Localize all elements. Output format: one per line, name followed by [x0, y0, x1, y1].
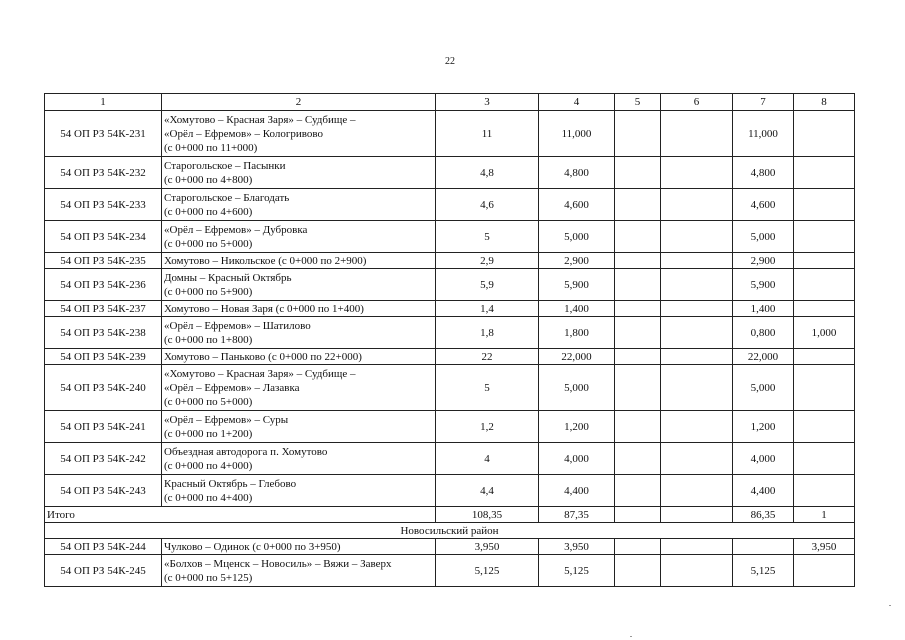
road-code-cell: 54 ОП РЗ 54К-236 [45, 269, 162, 301]
road-code-cell: 54 ОП РЗ 54К-245 [45, 555, 162, 587]
length-total-cell: 22 [436, 349, 539, 365]
table-row [45, 111, 855, 157]
length-cell: 5,900 [539, 269, 615, 301]
length-cell: 5,000 [539, 365, 615, 411]
road-code-cell: 54 ОП РЗ 54К-241 [45, 411, 162, 443]
column-8-cell [794, 157, 855, 189]
column-6-cell [661, 365, 733, 411]
length-total-cell: 5,9 [436, 269, 539, 301]
road-name-cell [162, 555, 436, 587]
length-total-cell: 11 [436, 111, 539, 157]
table-row [45, 301, 855, 317]
column-8-cell [794, 301, 855, 317]
total-column-7-cell: 86,35 [733, 507, 794, 523]
column-5-cell [615, 365, 661, 411]
column-header-row [45, 94, 855, 111]
page-number: 22 [445, 56, 455, 67]
length-cell: 1,800 [539, 317, 615, 349]
length-total-cell: 1,4 [436, 301, 539, 317]
column-5-cell [615, 539, 661, 555]
road-name-cell [162, 253, 436, 269]
column-6-cell [661, 253, 733, 269]
column-6-cell [661, 317, 733, 349]
table-body [45, 94, 855, 587]
column-7-cell: 5,900 [733, 269, 794, 301]
column-6-cell [661, 349, 733, 365]
total-row [45, 507, 855, 523]
column-header: 6 [661, 94, 733, 111]
road-code-cell: 54 ОП РЗ 54К-244 [45, 539, 162, 555]
column-5-cell [615, 317, 661, 349]
length-total-cell: 1,8 [436, 317, 539, 349]
length-cell: 2,900 [539, 253, 615, 269]
road-name-line: (с 0+000 по 4+000) [164, 459, 253, 472]
column-8-cell [794, 443, 855, 475]
column-7-cell: 1,400 [733, 301, 794, 317]
length-cell: 4,800 [539, 157, 615, 189]
column-5-cell [615, 269, 661, 301]
scan-speck [889, 605, 891, 606]
column-7-cell: 5,125 [733, 555, 794, 587]
column-header: 8 [794, 94, 855, 111]
road-name-line: (с 0+000 по 1+800) [164, 333, 253, 346]
column-8-cell [794, 555, 855, 587]
column-6-cell [661, 475, 733, 507]
column-6-cell [661, 157, 733, 189]
column-7-cell: 5,000 [733, 221, 794, 253]
road-code-cell: 54 ОП РЗ 54К-232 [45, 157, 162, 189]
road-name-line: (с 0+000 по 4+800) [164, 173, 253, 186]
column-8-cell [794, 253, 855, 269]
road-code-cell: 54 ОП РЗ 54К-235 [45, 253, 162, 269]
column-header: 4 [539, 94, 615, 111]
road-code-cell: 54 ОП РЗ 54К-242 [45, 443, 162, 475]
road-name-cell [162, 475, 436, 507]
road-name-line: Старогольское – Благодать [164, 191, 290, 204]
column-header: 2 [162, 94, 436, 111]
road-name-line: (с 0+000 по 5+125) [164, 571, 253, 584]
road-name-cell [162, 157, 436, 189]
length-cell: 5,125 [539, 555, 615, 587]
table-row [45, 189, 855, 221]
road-name-line: Хомутово – Новая Заря (с 0+000 по 1+400) [164, 302, 364, 315]
road-name-line: Объездная автодорога п. Хомутово [164, 445, 328, 458]
column-8-cell [794, 189, 855, 221]
table-row [45, 539, 855, 555]
total-label-cell: Итого [45, 507, 436, 523]
roads-table [44, 93, 855, 587]
length-total-cell: 5,125 [436, 555, 539, 587]
length-cell: 4,400 [539, 475, 615, 507]
column-7-cell: 4,600 [733, 189, 794, 221]
road-name-cell [162, 539, 436, 555]
length-cell: 3,950 [539, 539, 615, 555]
column-7-cell: 5,000 [733, 365, 794, 411]
road-name-line: (с 0+000 по 11+000) [164, 141, 258, 154]
column-6-cell [661, 269, 733, 301]
length-cell: 4,600 [539, 189, 615, 221]
road-name-cell [162, 349, 436, 365]
road-name-line: «Орёл – Ефремов» – Кологривово [164, 127, 323, 140]
length-cell: 22,000 [539, 349, 615, 365]
column-5-cell [615, 301, 661, 317]
column-8-cell [794, 365, 855, 411]
district-header-cell: Новосильский район [45, 523, 855, 539]
road-name-line: «Орёл – Ефремов» – Суры [164, 413, 289, 426]
road-name-line: (с 0+000 по 1+200) [164, 427, 253, 440]
road-name-line: (с 0+000 по 4+400) [164, 491, 253, 504]
road-name-line: Хомутово – Паньково (с 0+000 по 22+000) [164, 350, 362, 363]
table-row [45, 365, 855, 411]
column-6-cell [661, 189, 733, 221]
road-name-line: «Хомутово – Красная Заря» – Судбище – [164, 367, 356, 380]
length-total-cell: 4,4 [436, 475, 539, 507]
length-total-cell: 4 [436, 443, 539, 475]
column-5-cell [615, 411, 661, 443]
length-total-cell: 4,6 [436, 189, 539, 221]
length-cell: 1,200 [539, 411, 615, 443]
road-name-cell [162, 221, 436, 253]
length-cell: 11,000 [539, 111, 615, 157]
column-5-cell [615, 111, 661, 157]
column-6-cell [661, 539, 733, 555]
road-name-line: Старогольское – Пасынки [164, 159, 286, 172]
road-name-line: (с 0+000 по 5+000) [164, 237, 253, 250]
column-header: 1 [45, 94, 162, 111]
column-8-cell: 3,950 [794, 539, 855, 555]
column-5-cell [615, 349, 661, 365]
column-6-cell [661, 411, 733, 443]
column-5-cell [615, 189, 661, 221]
road-name-line: (с 0+000 по 4+600) [164, 205, 253, 218]
road-name-line: «Хомутово – Красная Заря» – Судбище – [164, 113, 356, 126]
road-name-cell [162, 317, 436, 349]
column-header: 7 [733, 94, 794, 111]
column-6-cell [661, 301, 733, 317]
column-7-cell: 2,900 [733, 253, 794, 269]
road-name-line: «Орёл – Ефремов» – Лазавка [164, 381, 300, 394]
road-code-cell: 54 ОП РЗ 54К-238 [45, 317, 162, 349]
column-7-cell: 4,800 [733, 157, 794, 189]
length-cell: 5,000 [539, 221, 615, 253]
table-row [45, 317, 855, 349]
column-7-cell: 0,800 [733, 317, 794, 349]
column-8-cell [794, 111, 855, 157]
road-code-cell: 54 ОП РЗ 54К-234 [45, 221, 162, 253]
road-name-line: Домны – Красный Октябрь [164, 271, 292, 284]
column-8-cell: 1,000 [794, 317, 855, 349]
table-row [45, 157, 855, 189]
column-7-cell: 22,000 [733, 349, 794, 365]
table-row [45, 475, 855, 507]
column-8-cell [794, 349, 855, 365]
length-total-cell: 2,9 [436, 253, 539, 269]
column-6-cell [661, 443, 733, 475]
column-8-cell [794, 269, 855, 301]
scan-speck [630, 636, 632, 637]
column-8-cell [794, 475, 855, 507]
road-name-line: Чулково – Одинок (с 0+000 по 3+950) [164, 540, 341, 553]
column-8-cell [794, 221, 855, 253]
column-5-cell [615, 221, 661, 253]
length-total-cell: 3,950 [436, 539, 539, 555]
column-7-cell: 4,400 [733, 475, 794, 507]
length-cell: 4,000 [539, 443, 615, 475]
total-column-6-cell [661, 507, 733, 523]
road-name-line: Красный Октябрь – Глебово [164, 477, 297, 490]
column-7-cell: 1,200 [733, 411, 794, 443]
column-5-cell [615, 253, 661, 269]
road-code-cell: 54 ОП РЗ 54К-237 [45, 301, 162, 317]
total-column-5-cell [615, 507, 661, 523]
column-5-cell [615, 157, 661, 189]
table-row [45, 221, 855, 253]
column-8-cell [794, 411, 855, 443]
table-row [45, 253, 855, 269]
road-name-cell [162, 443, 436, 475]
column-6-cell [661, 111, 733, 157]
total-column-3-cell: 108,35 [436, 507, 539, 523]
column-header: 3 [436, 94, 539, 111]
road-name-cell [162, 111, 436, 157]
column-7-cell [733, 539, 794, 555]
column-7-cell: 11,000 [733, 111, 794, 157]
total-column-8-cell: 1 [794, 507, 855, 523]
road-name-line: Хомутово – Никольское (с 0+000 по 2+900) [164, 254, 367, 267]
column-6-cell [661, 555, 733, 587]
road-code-cell: 54 ОП РЗ 54К-239 [45, 349, 162, 365]
table-row [45, 411, 855, 443]
road-name-cell [162, 411, 436, 443]
total-column-4-cell: 87,35 [539, 507, 615, 523]
length-total-cell: 4,8 [436, 157, 539, 189]
table-row [45, 349, 855, 365]
road-name-line: «Орёл – Ефремов» – Дубровка [164, 223, 308, 236]
road-name-cell [162, 269, 436, 301]
road-code-cell: 54 ОП РЗ 54К-240 [45, 365, 162, 411]
table-row [45, 555, 855, 587]
column-5-cell [615, 475, 661, 507]
column-7-cell: 4,000 [733, 443, 794, 475]
road-name-cell [162, 365, 436, 411]
table-row [45, 443, 855, 475]
table-row [45, 269, 855, 301]
road-code-cell: 54 ОП РЗ 54К-243 [45, 475, 162, 507]
road-name-line: (с 0+000 по 5+000) [164, 395, 253, 408]
road-name-line: «Орёл – Ефремов» – Шатилово [164, 319, 311, 332]
column-5-cell [615, 555, 661, 587]
road-name-line: (с 0+000 по 5+900) [164, 285, 253, 298]
district-header-row [45, 523, 855, 539]
road-name-cell [162, 189, 436, 221]
length-total-cell: 5 [436, 221, 539, 253]
road-name-cell [162, 301, 436, 317]
column-header: 5 [615, 94, 661, 111]
road-code-cell: 54 ОП РЗ 54К-231 [45, 111, 162, 157]
length-cell: 1,400 [539, 301, 615, 317]
road-code-cell: 54 ОП РЗ 54К-233 [45, 189, 162, 221]
road-name-line: «Болхов – Мценск – Новосиль» – Вяжи – Заверх [164, 557, 392, 570]
length-total-cell: 5 [436, 365, 539, 411]
length-total-cell: 1,2 [436, 411, 539, 443]
column-5-cell [615, 443, 661, 475]
column-6-cell [661, 221, 733, 253]
